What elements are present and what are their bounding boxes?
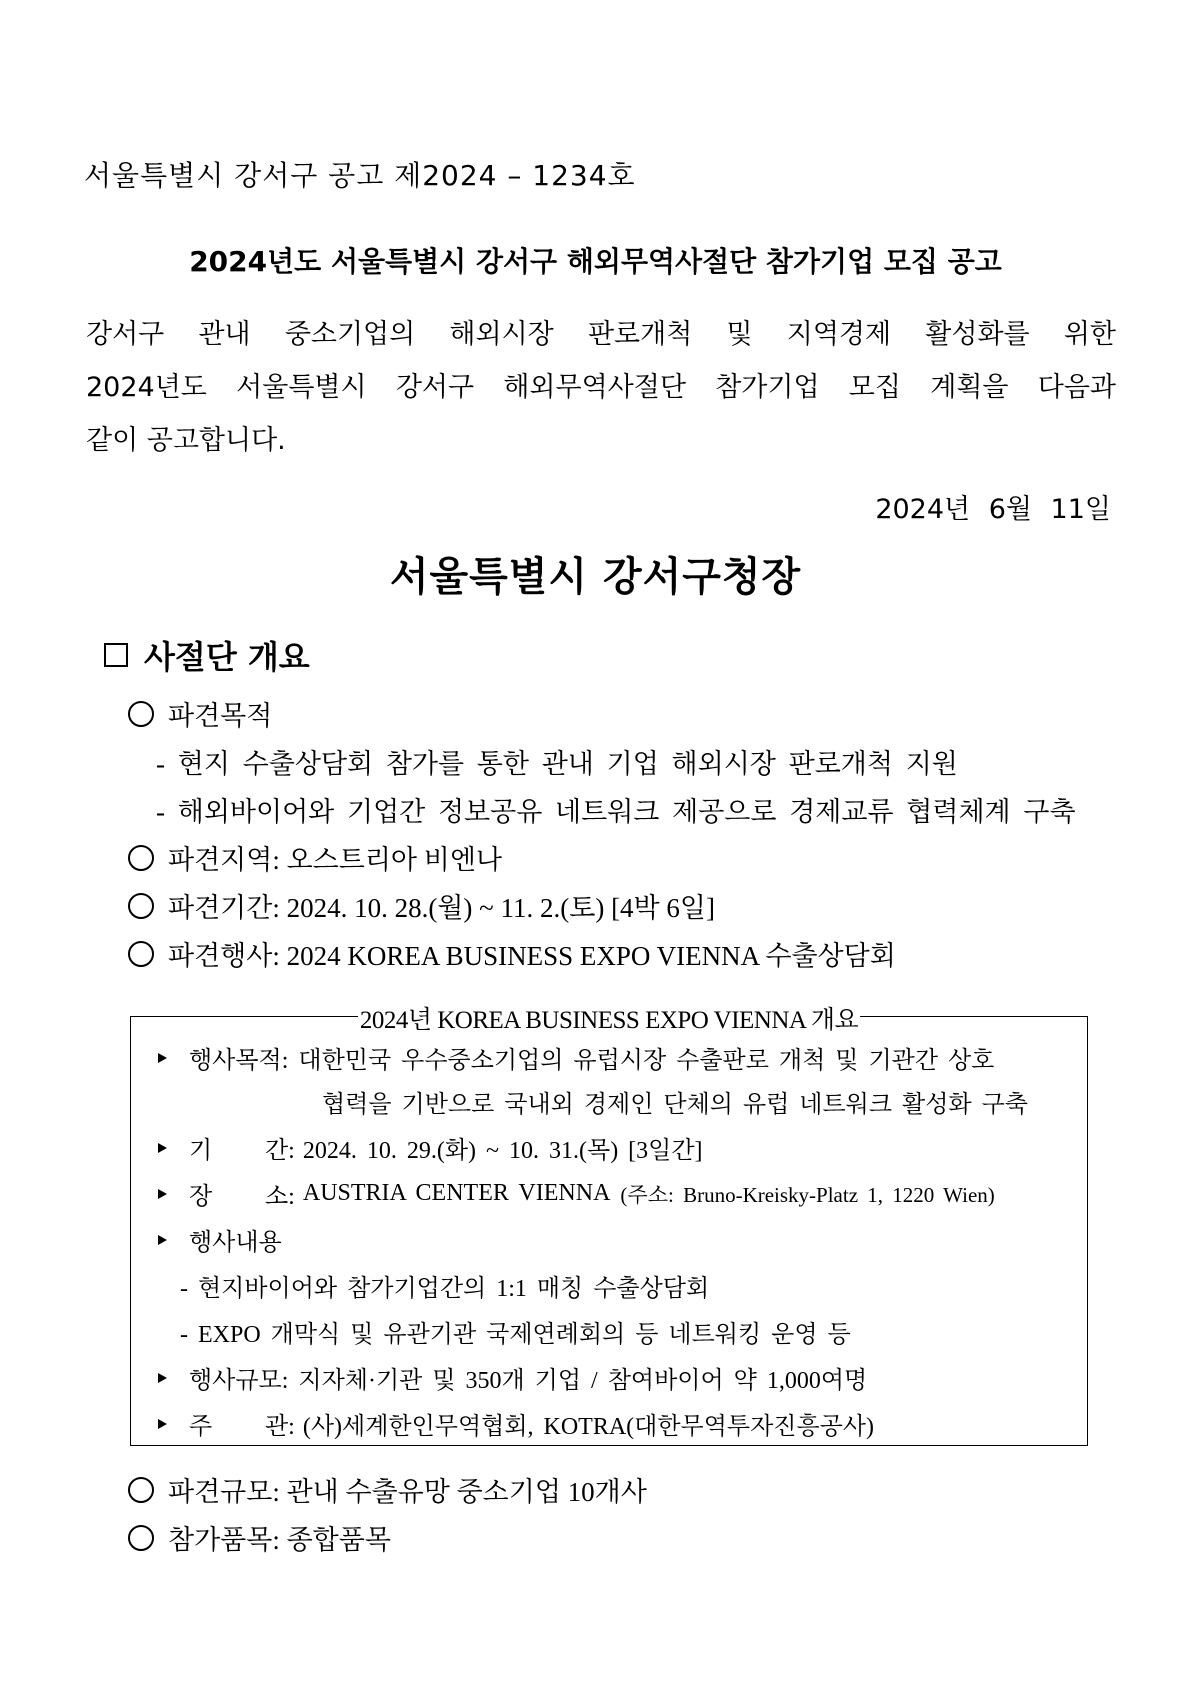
triangle-bullet-icon [158, 1419, 167, 1429]
intro-line: 같이 공고합니다. [86, 425, 286, 456]
dispatch-event-text: 파견행사: 2024 KOREA BUSINESS EXPO VIENNA 수출상담회 [168, 941, 896, 971]
expo-content-item: - 현지바이어와 참가기업간의 1:1 매칭 수출상담회 [180, 1276, 710, 1302]
expo-scale [158, 1360, 867, 1395]
expo-purpose-text: 행사목적: 대한민국 우수중소기업의 유럽시장 수출판로 개척 및 기관간 상호 [189, 1048, 995, 1074]
triangle-bullet-icon [158, 1373, 167, 1383]
venue-key-1: 장 [189, 1184, 213, 1210]
circle-bullet-icon [128, 893, 154, 919]
square-bullet-icon [104, 643, 128, 667]
period-value: 2024. 10. 29.(화) ~ 10. 31.(목) [3일간] [302, 1138, 703, 1164]
triangle-bullet-icon [158, 1053, 167, 1063]
expo-period [158, 1130, 703, 1165]
expo-purpose-cont: 협력을 기반으로 국내외 경제인 단체의 유럽 네트워크 활성화 구축 [322, 1092, 1028, 1118]
purpose-item: - 해외바이어와 기업간 정보공유 네트워크 제공으로 경제교류 협력체계 구축 [156, 797, 1076, 827]
dispatch-region-text: 파견지역: 오스트리아 비엔나 [168, 845, 502, 875]
expo-overview-title-text: 2024년 KOREA BUSINESS EXPO VIENNA 개요 [359, 1007, 859, 1034]
host-value: (사)세계한인무역협회, KOTRA(대한무역투자진흥공사) [302, 1414, 874, 1440]
expo-purpose [158, 1040, 994, 1075]
period-key-1: 기 [189, 1138, 213, 1164]
section-heading [104, 632, 310, 678]
circle-bullet-icon [128, 1525, 154, 1551]
triangle-bullet-icon [158, 1189, 167, 1199]
participation-items-text: 참가품목: 종합품목 [168, 1525, 391, 1555]
triangle-bullet-icon [158, 1235, 167, 1245]
expo-venue [158, 1176, 995, 1211]
notice-number: 서울특별시 강서구 공고 제2024 – 1234호 [84, 159, 636, 192]
issuer-name: 서울특별시 강서구청장 [389, 554, 802, 600]
venue-address: (주소: Bruno-Kreisky-Platz 1, 1220 Wien) [620, 1182, 995, 1207]
period-key-2: 간: [265, 1138, 295, 1164]
host-key-2: 관: [265, 1414, 295, 1440]
dispatch-region [128, 838, 502, 877]
dispatch-event [128, 934, 896, 973]
venue-value: AUSTRIA CENTER VIENNA [302, 1180, 611, 1206]
issue-date: 2024년 6월 11일 [875, 494, 1111, 525]
expo-content-item: - EXPO 개막식 및 유관기관 국제연례회의 등 네트워킹 운영 등 [180, 1322, 851, 1348]
dispatch-scale [128, 1470, 647, 1509]
dispatch-scale-text: 파견규모: 관내 수출유망 중소기업 10개사 [168, 1477, 647, 1507]
section-heading-text: 사절단 개요 [144, 638, 310, 676]
expo-content-label: 행사내용 [189, 1230, 282, 1256]
purpose-label-text: 파견목적 [168, 701, 273, 731]
host-key-1: 주 [189, 1414, 213, 1440]
venue-key-2: 소: [265, 1184, 295, 1210]
document-title: 2024년도 서울특별시 강서구 해외무역사절단 참가기업 모집 공고 [189, 245, 1002, 278]
dispatch-period [128, 886, 715, 925]
purpose-label [128, 694, 272, 733]
expo-content [158, 1222, 282, 1257]
circle-bullet-icon [128, 845, 154, 871]
purpose-item: - 현지 수출상담회 참가를 통한 관내 기업 해외시장 판로개척 지원 [156, 749, 958, 779]
circle-bullet-icon [128, 701, 154, 727]
triangle-bullet-icon [158, 1143, 167, 1153]
intro-line: 강서구 관내 중소기업의 해외시장 판로개척 및 지역경제 활성화를 위한 [86, 319, 1116, 350]
participation-items [128, 1518, 391, 1557]
expo-host [158, 1406, 874, 1441]
expo-scale-text: 행사규모: 지자체·기관 및 350개 기업 / 참여바이어 약 1,000여명 [189, 1368, 868, 1394]
circle-bullet-icon [128, 941, 154, 967]
intro-line: 2024년도 서울특별시 강서구 해외무역사절단 참가기업 모집 계획을 다음과 [86, 372, 1116, 403]
expo-overview-title [131, 1000, 1087, 1036]
circle-bullet-icon [128, 1477, 154, 1503]
dispatch-period-text: 파견기간: 2024. 10. 28.(월) ~ 11. 2.(토) [4박 6일] [168, 893, 715, 923]
